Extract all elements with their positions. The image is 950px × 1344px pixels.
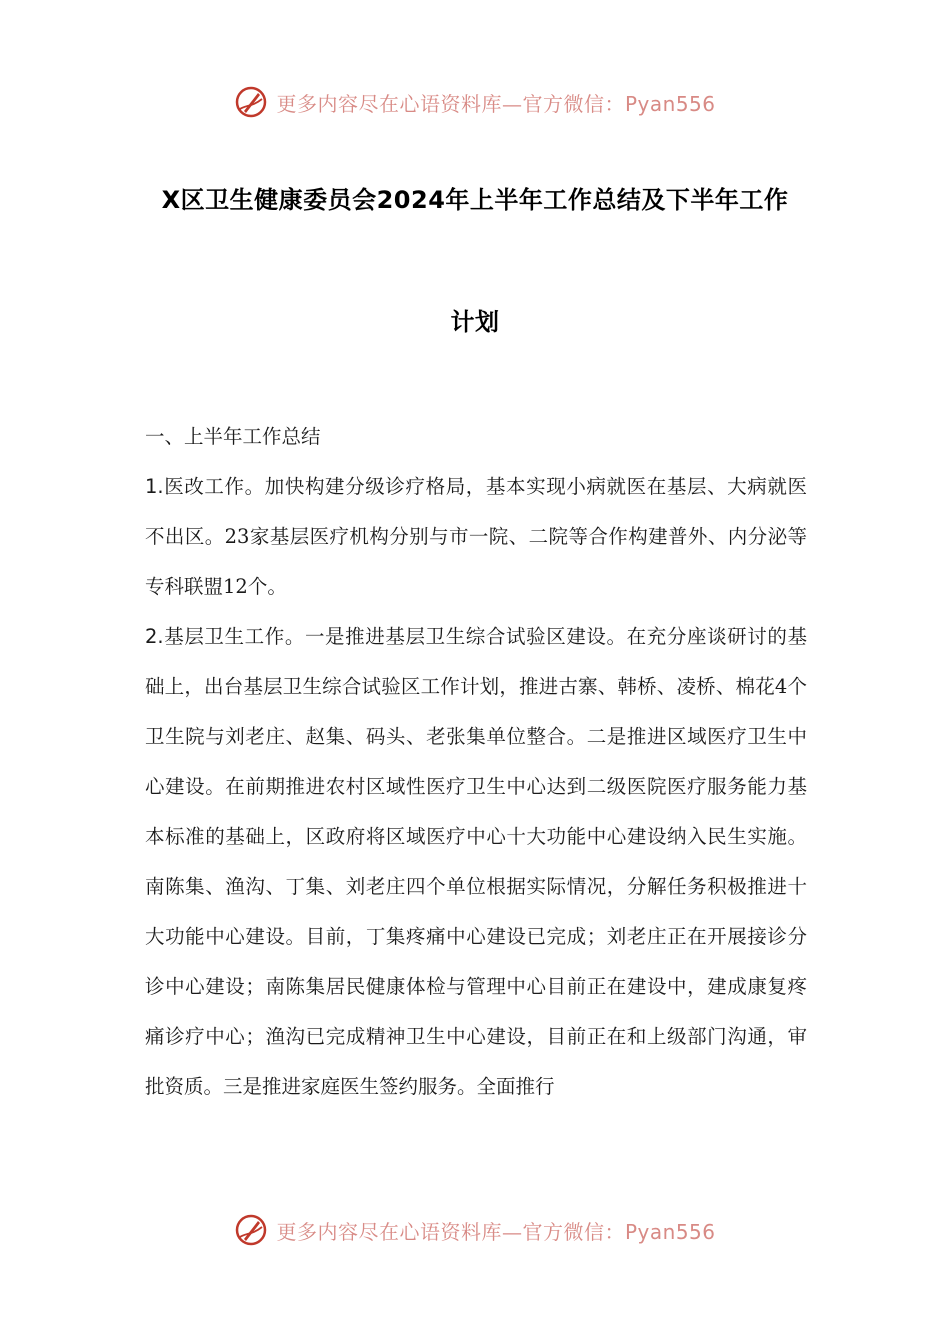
item1-text: 医改工作。加快构建分级诊疗格局，基本实现小病就医在基层、大病就医不出区。23家基层医疗机构分别与市一院、二院等合作构建普外、内分泌等专科联盟12个。 [145,475,807,598]
document-body [145,412,807,1112]
footer-wechat-id: Pyan556 [624,1219,716,1244]
footer-banner-label: 更多内容尽在心语资料库—官方微信： [276,1219,625,1244]
item2-text: 基层卫生工作。一是推进基层卫生综合试验区建设。在充分座谈研讨的基础上，出台基层卫生综合试验区工作计划，推进古寨、韩桥、凌桥、棉花4个卫生院与刘老庄、赵集、码头、老张集单位整合。二是推进区域医疗卫生中心建设。在前期推进农村区域性医疗卫生中心达到二级医院医疗服务能力基本标准的基础上，区政府将区域医疗中心十大功能中心建设纳入民生实施。南陈集、渔沟、丁集、刘老庄四个单位根据实际情况，分解任务积极推进十大功能中心建设。目前，丁集疼痛中心建设已完成；刘老庄正在开展接诊分诊中心建设；南陈集居民健康体检与管理中心目前正在建设中，建成康复疼痛诊疗中心；渔沟已完成精神卫生中心建设，目前正在和上级部门沟通，审批资质。三是推进家庭医生签约服务。全面推行 [145,625,807,1098]
header-banner-text [276,88,715,117]
document-title-line2: 计划 [450,308,500,336]
footer-banner-text [276,1216,715,1245]
section1-heading: 一、上半年工作总结 [145,425,321,448]
quill-logo-icon [234,1213,268,1247]
quill-logo-icon [234,85,268,119]
item1-paragraph [145,462,807,612]
item1-number: 1. [145,475,164,498]
header-banner-label: 更多内容尽在心语资料库—官方微信： [276,91,625,116]
document-title-line1: X区卫生健康委员会2024年上半年工作总结及下半年工作 [161,186,789,214]
header-wechat-id: Pyan556 [624,91,716,116]
item2-number: 2. [145,625,164,648]
footer-banner [0,1210,950,1250]
item2-paragraph [145,612,807,1112]
header-banner [0,82,950,122]
